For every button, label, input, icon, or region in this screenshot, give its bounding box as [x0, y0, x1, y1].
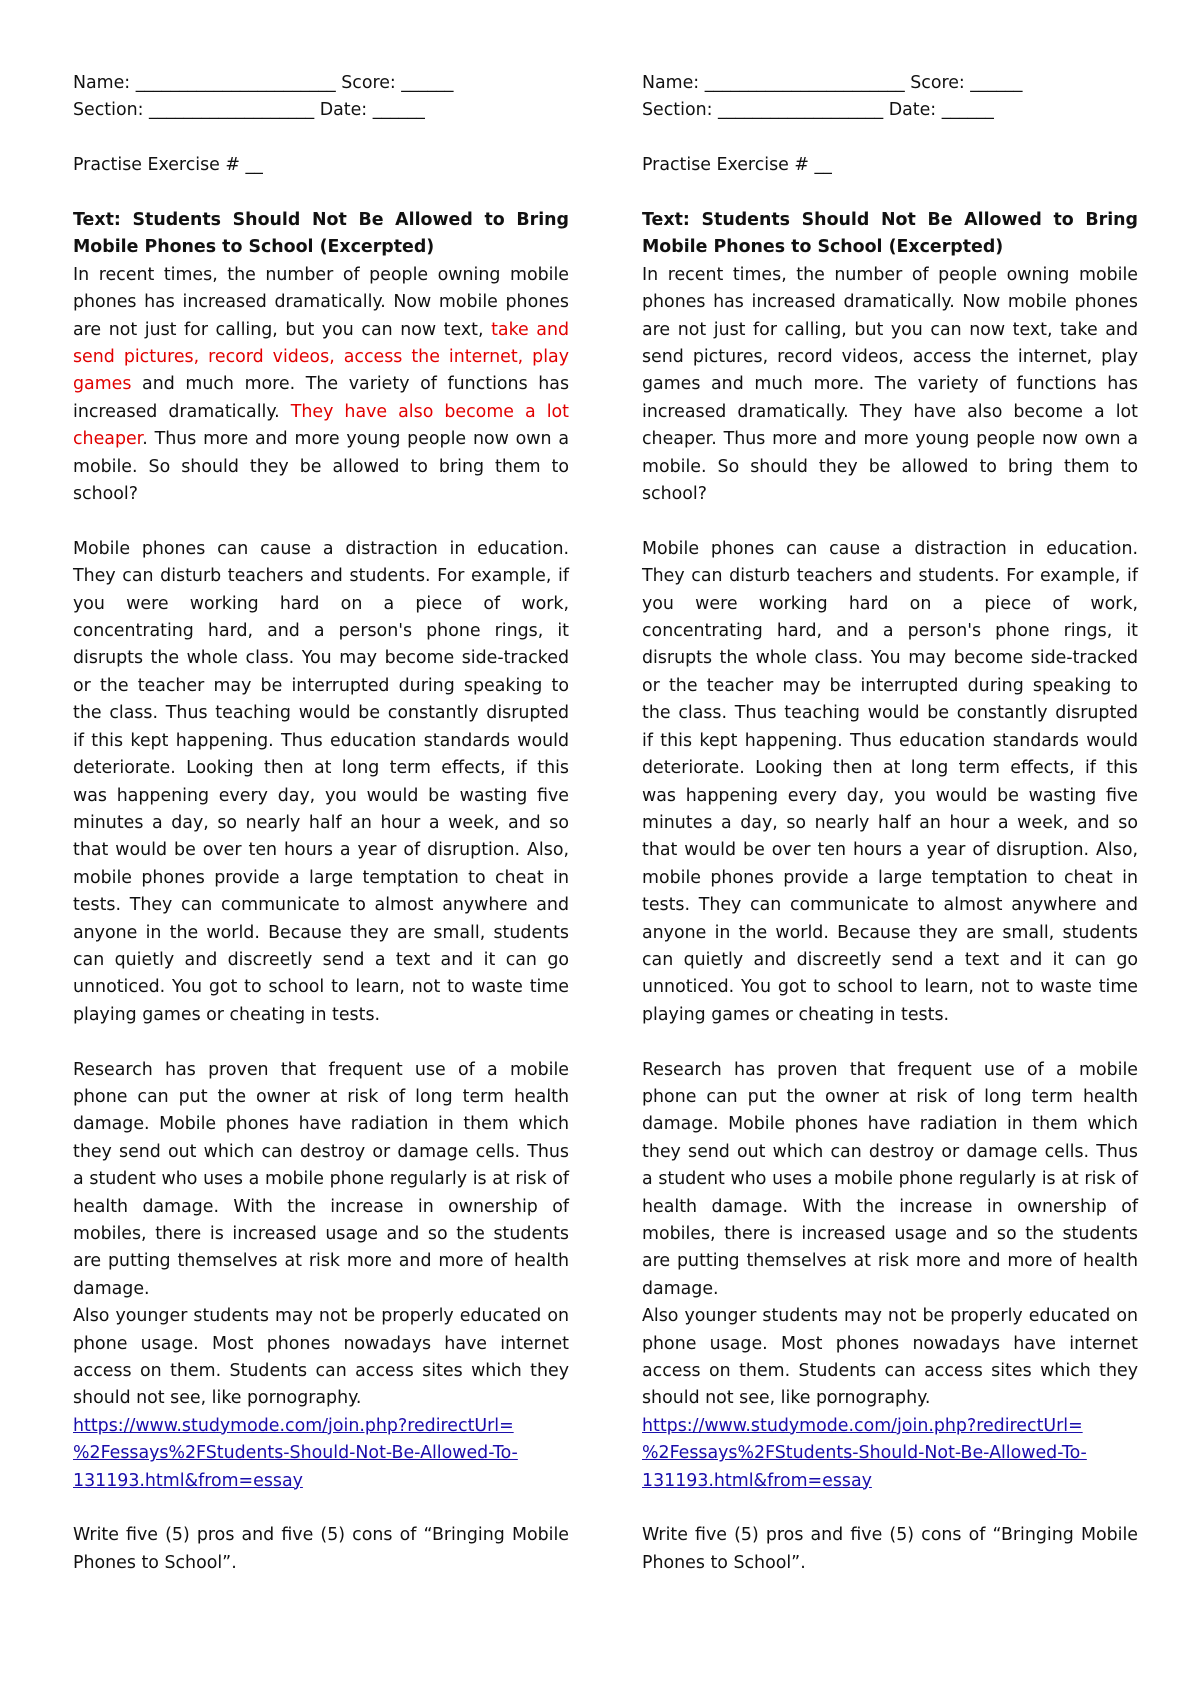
paragraph-intro: In recent times, the number of people owning mobile phones has increased dramatically. Now mobile phones are not just for calling, but you can now text, take and send pictures, record videos, access the internet, play games and much more. The variety of functions has increased dramatically. They have also become a lot cheaper. Thus more and more young people now own a mobile. So should they be allowed to bring them to school? — [73, 264, 570, 505]
name-score-line: Name: _______________________ Score: ______ — [73, 73, 454, 93]
exercise-label: Practise Exercise # __ — [642, 155, 832, 176]
worksheet-right-column — [642, 70, 1138, 1577]
instruction-text: Write five (5) pros and five (5) cons of “Bringing Mobile Phones to School”. — [73, 1525, 569, 1573]
source-link[interactable]: https://www.studymode.com/join.php?redirectUrl= %2Fessays%2FStudents-Should-Not-Be-Allowed-To- 131193.html&from=essay — [73, 1415, 518, 1491]
exercise-label: Practise Exercise # __ — [73, 155, 263, 176]
paragraph-health: Research has proven that frequent use of a mobile phone can put the owner at risk of long term health damage. Mobile phones have radiation in them which they send out which can destroy or damage cells. Thus a student who uses a mobile phone regularly is at risk of health damage. With the increase in ownership of mobiles, there is increased usage and so the students are putting themselves at risk more and more of health damage. — [642, 1059, 1138, 1299]
paragraph-intro: In recent times, the number of people owning mobile phones has increased dramatically. Now mobile phones are not just for calling, but you can now text, take and send pictures, record videos, access the internet, play games and much more. The variety of functions has increased dramatically. They have also become a lot cheaper. Thus more and more young people now own a mobile. So should they be allowed to bring them to school? — [642, 264, 1138, 505]
source-link[interactable]: https://www.studymode.com/join.php?redirectUrl= %2Fessays%2FStudents-Should-Not-Be-Allowed-To- 131193.html&from=essay — [642, 1415, 1087, 1491]
section-date-line: Section: ___________________ Date: ______ — [642, 100, 994, 121]
paragraph-internet: Also younger students may not be properly educated on phone usage. Most phones nowadays have internet access on them. Students can access sites which they should not see, like pornography. — [73, 1306, 569, 1409]
worksheet-left-column — [73, 70, 569, 1577]
highlight-cheaper: They have also become a lot cheaper — [73, 401, 569, 450]
name-score-line: Name: _______________________ Score: ______ — [642, 73, 1023, 93]
section-date-line: Section: ___________________ Date: ______ — [73, 100, 425, 121]
highlight-features: take and send pictures, record videos, access the internet, play games — [73, 319, 570, 395]
text-title: Text: Students Should Not Be Allowed to Bring Mobile Phones to School (Excerpted) — [73, 210, 569, 258]
paragraph-distraction: Mobile phones can cause a distraction in education. They can disturb teachers and students. For example, if you were working hard on a piece of work, concentrating hard, and a person's phone rings, it disrupts the whole class. You may become side-tracked or the teacher may be interrupted during speaking to the class. Thus teaching would be constantly disrupted if this kept happening. Thus education standards would deteriorate. Looking then at long term effects, if this was happening every day, you would be wasting five minutes a day, so nearly half an hour a week, and so that would be over ten hours a year of disruption. Also, mobile phones provide a large temptation to cheat in tests. They can communicate to almost anywhere and anyone in the world. Because they are small, students can quietly and discreetly send a text and it can go unnoticed. You got to school to learn, not to waste time playing games or cheating in tests. — [73, 538, 569, 1025]
paragraph-health: Research has proven that frequent use of a mobile phone can put the owner at risk of long term health damage. Mobile phones have radiation in them which they send out which can destroy or damage cells. Thus a student who uses a mobile phone regularly is at risk of health damage. With the increase in ownership of mobiles, there is increased usage and so the students are putting themselves at risk more and more of health damage. — [73, 1059, 569, 1299]
paragraph-distraction: Mobile phones can cause a distraction in education. They can disturb teachers and students. For example, if you were working hard on a piece of work, concentrating hard, and a person's phone rings, it disrupts the whole class. You may become side-tracked or the teacher may be interrupted during speaking to the class. Thus teaching would be constantly disrupted if this kept happening. Thus education standards would deteriorate. Looking then at long term effects, if this was happening every day, you would be wasting five minutes a day, so nearly half an hour a week, and so that would be over ten hours a year of disruption. Also, mobile phones provide a large temptation to cheat in tests. They can communicate to almost anywhere and anyone in the world. Because they are small, students can quietly and discreetly send a text and it can go unnoticed. You got to school to learn, not to waste time playing games or cheating in tests. — [642, 538, 1138, 1025]
instruction-text: Write five (5) pros and five (5) cons of “Bringing Mobile Phones to School”. — [642, 1525, 1138, 1573]
paragraph-internet: Also younger students may not be properly educated on phone usage. Most phones nowadays have internet access on them. Students can access sites which they should not see, like pornography. — [642, 1306, 1138, 1409]
text-title: Text: Students Should Not Be Allowed to Bring Mobile Phones to School (Excerpted) — [642, 210, 1138, 258]
